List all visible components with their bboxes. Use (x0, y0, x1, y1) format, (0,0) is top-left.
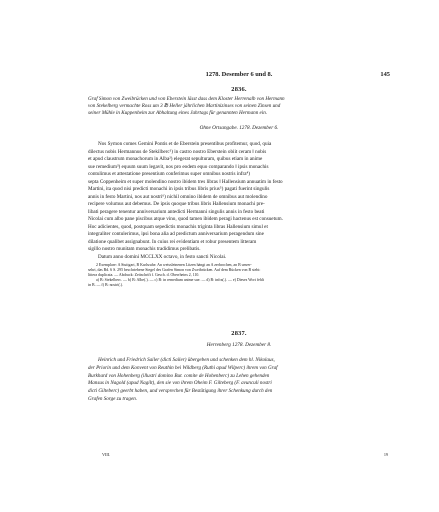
regest-line: Graf Simon von Zweibrücken und von Eberstein lässt dass dem Kloster Herrenalb von Hermann (88, 96, 285, 102)
header-title: 1278. Desember 6 und 8. (205, 71, 273, 78)
note-line: a) B: Stekelberc. — b) B: Albe(.). — c) B: in remedium anime sue. — d) B: infra(.). — e) Dieses Wort fehlt (96, 278, 264, 283)
text-line: Nicolai cum albo pane piscibus atque vino, quod tamen ibidem peragi hactenus est consuetum. (88, 216, 283, 222)
regest-line: dicti Gilteberc) geerbt haben, und versprechen für Bestätigung ihrer Schenkung durch den (88, 388, 273, 395)
note-line: in B. — f) B: nostri(.). (88, 283, 124, 288)
running-header (88, 71, 390, 81)
doc2-number-label: 2837. (231, 330, 247, 337)
text-line: Martini, ita quod nisi predicti monachi in ipsis tribus libris prius⁵) pagati fuerint singulis (88, 186, 270, 192)
regest-line: der Priorin und dem Konvent von Reuthin bei Wildberg (Ruthi apud Wilperc) ihrem von Graf (88, 364, 278, 371)
text-line: dilatione qualibet assignabunt. In cuius rei evidentiam et robur presentem litteram (88, 238, 257, 245)
text-line: annis in festo Martini, nos aut nostri⁶) nichil omnino ibidem de omnibus aut molendino (88, 193, 268, 200)
regest-line: von Stekelberg vermachte Ross um 3 ℔ Heller jährlichen Martinizinses von seinen Zinsen und (88, 103, 281, 110)
text-line: sigillo nostro munitam monachis tradidimus prelibatis. (88, 246, 201, 252)
volume-label: VIII. (102, 452, 111, 457)
text-line: Nos Symon comes Gemini Pontis et de Eberstein presentibus profitemur, quod, quia (98, 141, 272, 147)
note-line: 2 Exemplare: A Stuttgart, B Karlsruhe. An weissleinenen Litzen hängt an A zerbrochen, an B unver- (96, 263, 252, 267)
text-line: Datum anno domini MCCLXX octavo, in festo sancti Nicolai. (98, 253, 227, 260)
text-line: libati peragere tenentur anniversarium antedicti Hermanni singulis annis in festo beati (88, 208, 265, 215)
text-line: recipere volumus aut debemus. De ipsis quoque tribus libris Hallensium monachi pre- (88, 201, 265, 207)
sheet-signature: 19 (383, 452, 388, 457)
regest-line: seiner Mühle in Kuppenheim zur Abhaltung eines Jahrtags für genannten Hermann ein. (88, 110, 268, 117)
regest-line: Heinrich und Friedrich Sailer (dicti Sailer) übergeben und schenken dem hl. Nikolaus, (98, 357, 275, 363)
page-number: 145 (380, 71, 390, 78)
regest-line: Mansus in Nagold (apud Nagilt), den sie von ihrem Oheim F. Gilteberg (F. avunculi nostri (88, 380, 272, 387)
doc2-place-date: Herrenberg 1278. Dezember 8. (206, 342, 272, 348)
doc2-number (88, 330, 390, 337)
text-line: integraliter contulerimus, ipsi bona alia ad predictum anniversarium peragendum sine (88, 231, 264, 237)
doc-text (88, 141, 390, 261)
doc-regest (88, 96, 390, 117)
doc-number-label: 2836. (231, 86, 247, 93)
text-line: Hoc adicientes, quod, postquam sepedictis monachis triginta libras Hallensium simul et (88, 223, 268, 230)
text-line: et apud claustrum monachorum in Alba²) elegerat sepulturam, quibus etiam in anime (88, 156, 263, 162)
text-line: sue remedium³) equum suum legavit, nos pro eodem equo comparando ‖ ipsis monachis (88, 163, 269, 170)
doc-notes (88, 263, 390, 288)
doc-number (88, 86, 390, 93)
doc-place-date: Ohne Ortsangabe. 1278. Dezember 6. (199, 125, 279, 131)
note-line: sehrt, das Bd. 6 S. 295 beschriebene Siegel des Grafen Simon von Zweibrücken. Auf dem Rücken von B steht: (88, 268, 261, 273)
note-line: littera duplicata. — Abdruck: Zeitschrift f. Gesch. d. Oberrheins 2, 110. (88, 273, 200, 278)
text-line: septa Coppenheim et super molendino nostro ibidem tres libras ‖ Hallensium annuatim in festo (88, 178, 283, 185)
text-line: dilectus nobis Hermannus de Stekilberc¹) in castro nostro Eberstein obiit ceram ‖ nobis (88, 148, 267, 155)
doc2-regest (88, 357, 390, 404)
text-line: contulimus et attestatione presentium conferimus super omnibus nostris infra⁴) (88, 171, 250, 177)
regest-line: Grafen Sorge zu tragen. (88, 395, 138, 402)
regest-line: Burkhard von Hohenberg (illustri domino Bur. comite de Hohenberc) zu Lehen gehenden (88, 372, 270, 379)
